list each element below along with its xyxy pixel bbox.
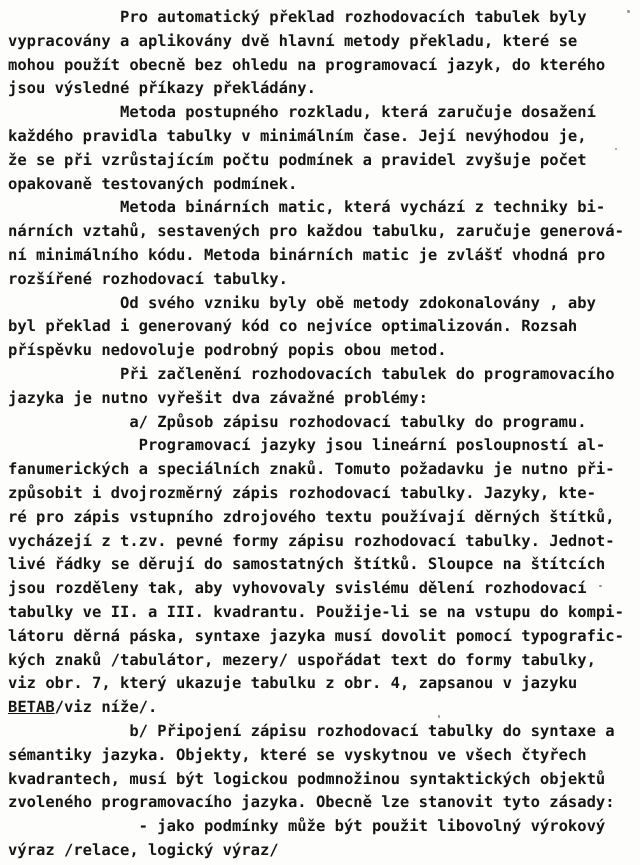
document-line: vypracovány a aplikovány dvě hlavní metody překladu, které se <box>8 31 578 50</box>
document-line: Při začlenění rozhodovacích tabulek do programovacího <box>8 364 615 383</box>
document-line: Programovací jazyky jsou lineární posloupností al- <box>8 436 606 455</box>
document-line: tabulky ve II. a III. kvadrantu. Použije-li se na vstupu do kompi- <box>8 602 624 621</box>
document-line: fanumerických a speciálních znaků. Tomuto požadavku je nutno při- <box>8 460 615 479</box>
document-line: rozšířené rozhodovací tabulky. <box>8 269 288 288</box>
document-line: kvadrantech, musí být logickou podmnožinou syntaktických objektů <box>8 769 606 788</box>
scan-speck <box>615 148 617 150</box>
document-line: jazyka je nutno vyřešit dva závažné problémy: <box>8 388 428 407</box>
document-line: Metoda binárních matic, která vychází z techniky bi- <box>8 198 606 217</box>
document-line: mohou použít obecně bez ohledu na programovací jazyk, do kterého <box>8 55 606 74</box>
document-line: zvoleného programovacího jazyka. Obecně lze stanovit tyto zásady: <box>8 793 615 812</box>
document-line: byl překlad i generovaný kód co nejvíce optimalizován. Rozsah <box>8 317 578 336</box>
document-line: výraz /relace, logický výraz/ <box>8 840 279 859</box>
document-line: sémantiky jazyka. Objekty, které se vyskytnou ve všech čtyřech <box>8 745 587 764</box>
document-line: viz obr. 7, který ukazuje tabulku z obr. 4, zapsanou v jazyku <box>8 674 578 693</box>
document-line: - jako podmínky může být použit libovolný výrokový <box>8 817 606 836</box>
scan-speck <box>438 715 440 718</box>
scan-speck <box>627 10 630 13</box>
document-line: Od svého vzniku byly obě metody zdokonalovány , aby <box>8 293 596 312</box>
document-line: b/ Připojení zápisu rozhodovací tabulky do syntaxe a <box>8 721 615 740</box>
document-line: Pro automatický překlad rozhodovacích tabulek byly <box>8 8 587 26</box>
document-line: jsou rozděleny tak, aby vyhovovaly svislému dělení rozhodovací <box>8 579 587 598</box>
underlined-term: BETAB <box>8 698 55 717</box>
scan-speck <box>599 585 602 587</box>
document-line: opakovaně testovaných podmínek. <box>8 174 298 193</box>
document-line: a/ Způsob zápisu rozhodovací tabulky do programu. <box>8 412 587 431</box>
document-line: látoru děrná páska, syntaxe jazyka musí dovolit pomocí typografic- <box>8 626 624 645</box>
document-line: ní minimálního kódu. Metoda binárních matic je zvlášť vhodná pro <box>8 245 606 264</box>
document-line: Metoda postupného rozkladu, která zaručuje dosažení <box>8 103 596 122</box>
document-line: každého pravidla tabulky v minimálním čase. Její nevýhodou je, <box>8 126 587 145</box>
document-line: že se při vzrůstajícím počtu podmínek a pravidel zvyšuje počet <box>8 150 587 169</box>
document-line: způsobit i dvojrozměrný zápis rozhodovací tabulky. Jazyky, kte- <box>8 483 596 502</box>
document-line: ré pro zápis vstupního zdrojového textu používají děrných štítků, <box>8 507 615 526</box>
document-line: nárních vztahů, sestavených pro každou tabulku, zaručuje generová- <box>8 222 624 241</box>
document-line: BETAB/viz níže/. <box>8 698 158 717</box>
document-line: livé řádky se děrují do samostatných štítků. Sloupce na štítcích <box>8 555 606 574</box>
document-line: kých znaků /tabulátor, mezery/ uspořádat text do formy tabulky, <box>8 650 596 669</box>
document-line: vycházejí z t.zv. pevné formy zápisu rozhodovací tabulky. Jednot- <box>8 531 615 550</box>
document-line: příspěvku nedovoluje podrobný popis obou metod. <box>8 341 447 360</box>
document-line: jsou výsledné příkazy překládány. <box>8 79 316 98</box>
